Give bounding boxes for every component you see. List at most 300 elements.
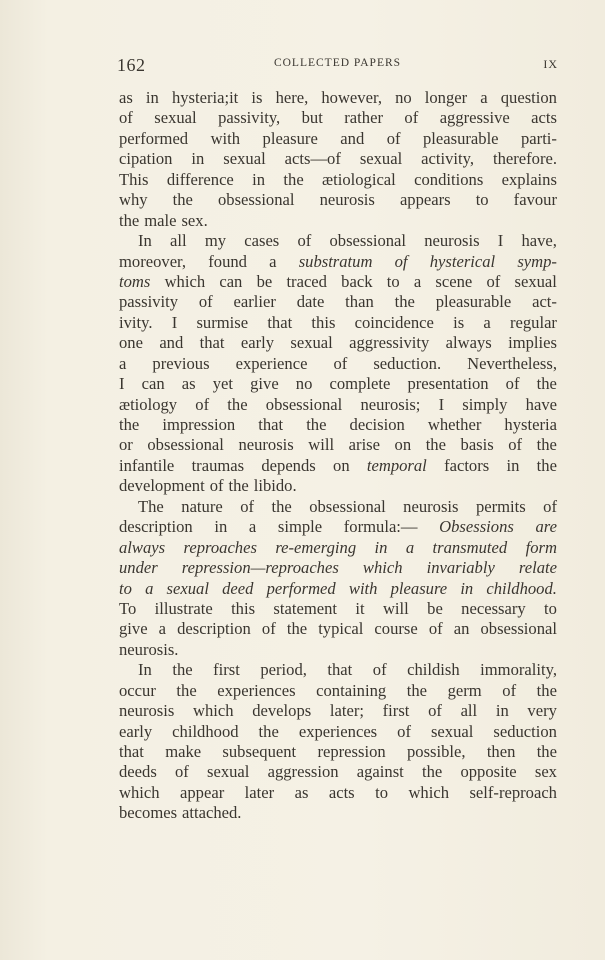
word: very <box>527 701 557 721</box>
word: a <box>480 88 488 107</box>
word: give <box>250 374 279 394</box>
word: infantile <box>119 455 175 475</box>
word: performed <box>119 128 189 148</box>
text-line <box>119 558 557 578</box>
line-words <box>119 476 557 496</box>
word: surmise <box>196 312 249 332</box>
word: the <box>421 762 443 782</box>
word: however, <box>321 88 382 107</box>
word: as <box>294 782 309 802</box>
word: sexual <box>430 721 474 741</box>
word: is <box>453 312 465 332</box>
word: In <box>138 231 152 251</box>
word: opposite <box>460 762 517 782</box>
word: explains <box>501 169 557 189</box>
line-words <box>119 333 557 353</box>
italic-word: substratum <box>298 251 373 271</box>
word: a <box>269 251 277 271</box>
line-words <box>119 640 557 660</box>
text-line <box>119 538 557 558</box>
word: scene <box>435 271 473 291</box>
line-words <box>119 435 557 455</box>
word: whether <box>427 415 482 434</box>
line-words <box>119 252 557 272</box>
italic-word: transmuted <box>432 537 508 557</box>
word: of <box>486 271 501 291</box>
word: activity, <box>421 149 475 169</box>
text-line <box>119 619 557 639</box>
word: the <box>172 190 193 210</box>
word: longer <box>424 88 468 107</box>
text-line <box>119 742 557 762</box>
word: on <box>333 455 350 475</box>
paragraph <box>119 497 557 661</box>
italic-word: to <box>119 578 132 598</box>
line-words <box>119 292 557 312</box>
paragraph <box>119 660 557 824</box>
word: sexual <box>290 333 333 353</box>
word: self-reproach <box>469 782 557 802</box>
text-line <box>119 415 557 435</box>
word: of <box>240 496 255 516</box>
italic-word: a <box>145 578 154 598</box>
text-line <box>119 579 557 599</box>
word: of <box>404 108 419 128</box>
italic-word: with <box>348 578 378 598</box>
word: moreover, <box>119 251 187 271</box>
word: earlier <box>233 292 276 312</box>
line-words <box>119 354 557 374</box>
word: no <box>295 374 313 394</box>
word: arise <box>348 435 380 455</box>
word: necessary <box>461 598 526 618</box>
word: nature <box>181 496 223 516</box>
line-words <box>119 579 557 599</box>
paragraph <box>119 231 557 497</box>
italic-word: childhood. <box>486 578 557 598</box>
word: this <box>231 598 256 618</box>
italic-word: of <box>394 251 408 271</box>
word: possible, <box>406 742 466 761</box>
word: of <box>508 435 523 455</box>
word: develops <box>252 701 312 721</box>
word: I <box>171 312 178 332</box>
word: obsessional <box>309 496 386 516</box>
word: deeds <box>119 762 157 782</box>
page-number: 162 <box>117 55 146 75</box>
word: first <box>213 660 240 680</box>
italic-word: toms <box>119 271 151 291</box>
word: therefore. <box>492 149 557 169</box>
italic-word: which <box>362 558 403 578</box>
line-words <box>119 681 557 701</box>
word: difference <box>166 169 234 189</box>
text-line <box>119 456 557 476</box>
word: neurosis. <box>119 639 179 659</box>
text-line <box>119 476 557 496</box>
word: rather <box>344 108 383 128</box>
word: can <box>219 271 243 291</box>
word: in <box>214 517 228 537</box>
word: sexual <box>223 149 266 169</box>
word: later; <box>329 701 364 721</box>
italic-word: repression—reproaches <box>181 558 339 578</box>
word: obsessional <box>217 190 295 210</box>
word: is <box>251 88 263 107</box>
italic-word: hysterical <box>429 251 496 271</box>
word: depends <box>261 455 316 475</box>
line-words <box>119 619 557 639</box>
word: give <box>119 619 148 639</box>
word: seduction. <box>373 353 442 373</box>
word: the <box>536 455 557 475</box>
word: in <box>145 88 159 107</box>
word: previous <box>152 353 210 373</box>
italic-word: always <box>119 537 166 557</box>
word: This <box>119 169 149 189</box>
word: of <box>209 476 224 496</box>
text-line <box>119 783 557 803</box>
word: course <box>374 619 418 639</box>
line-words <box>119 558 557 578</box>
text-line <box>119 129 557 149</box>
word: neurosis <box>119 701 175 721</box>
word: and <box>159 333 184 353</box>
word: appear <box>180 782 225 802</box>
word: that <box>258 415 284 434</box>
word: the <box>286 619 308 639</box>
word: regular <box>509 312 557 332</box>
word: make <box>165 742 202 761</box>
word: which <box>119 782 160 802</box>
word: act- <box>532 292 557 312</box>
word: neurosis <box>424 231 480 251</box>
word: illustrate <box>154 598 213 618</box>
word: as <box>181 374 196 394</box>
word: sexual <box>514 271 557 291</box>
word: to <box>386 271 400 291</box>
word: the <box>536 374 557 394</box>
word: sex. <box>181 210 208 230</box>
line-words <box>119 190 557 210</box>
line-words <box>119 803 557 823</box>
word: the <box>425 435 446 455</box>
word: of <box>397 721 411 741</box>
word: which <box>192 701 234 721</box>
word: to <box>544 598 557 618</box>
line-words <box>119 211 557 231</box>
word: have, <box>521 231 557 251</box>
line-words <box>119 395 557 415</box>
italic-word: form <box>525 537 557 557</box>
word: decision <box>349 415 405 434</box>
word: a <box>119 353 127 373</box>
word: passivity <box>119 292 179 312</box>
word: will <box>308 435 335 455</box>
line-words <box>119 88 557 108</box>
word: description <box>119 517 193 537</box>
word: conditions <box>414 169 484 189</box>
word: have <box>525 394 557 414</box>
word: early <box>240 333 275 353</box>
italic-word: a <box>405 537 415 557</box>
italic-word: pleasure <box>390 578 448 598</box>
word: can <box>141 374 165 394</box>
line-words <box>119 599 557 619</box>
word: of <box>195 394 210 414</box>
word: becomes <box>119 803 178 823</box>
paragraph <box>119 88 557 231</box>
word: aggressive <box>439 108 510 128</box>
word: of <box>386 128 401 148</box>
line-words <box>119 415 557 435</box>
word: formula:— <box>343 517 418 537</box>
word: as <box>119 88 133 107</box>
word: be <box>427 598 443 618</box>
word: libido. <box>253 476 297 496</box>
word: ivity. <box>119 312 153 332</box>
word: will <box>382 598 409 618</box>
word: complete <box>329 374 391 394</box>
word: sex <box>534 762 557 782</box>
text-line <box>119 88 557 108</box>
word: than <box>345 292 374 312</box>
text-line <box>119 190 557 210</box>
word: simply <box>462 394 508 414</box>
word: aggressivity <box>349 333 430 353</box>
word: the <box>258 721 279 741</box>
word: here, <box>275 88 309 107</box>
word: period, <box>260 660 307 680</box>
word: first <box>382 701 410 721</box>
word: of <box>198 292 213 312</box>
word: basis <box>460 435 494 455</box>
word: that <box>327 660 353 680</box>
italic-word: symp- <box>517 251 557 271</box>
word: permits <box>475 496 526 516</box>
word: no <box>395 88 412 107</box>
text-line <box>119 292 557 312</box>
word: in <box>191 149 205 169</box>
word: experiences <box>298 721 378 741</box>
italic-word: invariably <box>426 558 495 578</box>
word: traced <box>286 271 327 291</box>
word: I <box>497 231 504 251</box>
word: the <box>271 496 292 516</box>
word: an <box>453 619 470 639</box>
line-words <box>119 129 557 149</box>
word: cipation <box>119 149 173 169</box>
line-words <box>119 722 557 742</box>
word: In <box>138 660 152 680</box>
word: hysteria;it <box>171 88 239 107</box>
line-words <box>119 149 557 169</box>
word: childish <box>407 660 460 680</box>
word: childhood <box>172 721 239 741</box>
line-words <box>138 231 557 251</box>
word: typical <box>318 619 364 639</box>
line-words <box>119 108 557 128</box>
word: which <box>408 782 450 802</box>
italic-word: Obsessions <box>439 517 514 537</box>
word: neurosis; <box>360 394 421 414</box>
word: of <box>428 619 443 639</box>
word: but <box>301 108 323 128</box>
word: or <box>119 435 133 455</box>
word: To <box>119 598 137 618</box>
word: later <box>244 782 275 802</box>
italic-word: performed <box>266 578 336 598</box>
text-line <box>119 313 557 333</box>
word: ætiological <box>322 169 396 189</box>
word: the <box>283 169 304 189</box>
text-line <box>119 108 557 128</box>
word: the <box>119 210 140 230</box>
word: seduction <box>493 721 557 741</box>
word: statement <box>273 598 337 618</box>
word: male <box>144 210 177 230</box>
text-line <box>119 640 557 660</box>
word: with <box>210 128 241 148</box>
italic-word: temporal <box>366 455 427 475</box>
word: development <box>119 476 205 496</box>
word: acts <box>328 782 355 802</box>
word: neurosis <box>403 496 459 516</box>
word: it <box>355 598 365 618</box>
word: to <box>475 190 489 210</box>
word: subsequent <box>222 742 297 761</box>
word: I <box>119 374 125 394</box>
word: ætiology <box>119 394 178 414</box>
text-line <box>119 272 557 292</box>
line-words <box>138 660 557 680</box>
word: The <box>138 496 164 516</box>
text-line <box>119 252 557 272</box>
word: all <box>170 231 187 251</box>
word: aggression <box>267 762 339 782</box>
text-line <box>119 211 557 231</box>
word: occur <box>119 680 156 700</box>
body-text <box>119 88 557 824</box>
line-words <box>119 170 557 190</box>
word: of <box>333 353 348 373</box>
word: pleasure <box>262 128 318 148</box>
word: a <box>158 619 167 639</box>
text-line <box>119 333 557 353</box>
word: immorality, <box>480 660 557 680</box>
word: the <box>536 680 557 700</box>
word: that <box>199 333 225 353</box>
word: yet <box>212 374 233 394</box>
italic-word: re-emerging <box>275 537 357 557</box>
word: on <box>394 435 412 455</box>
word: of <box>505 374 520 394</box>
word: the <box>172 660 193 680</box>
running-head <box>117 55 558 77</box>
text-line <box>119 435 557 455</box>
word: and <box>340 128 365 148</box>
line-words <box>119 517 557 537</box>
word: germ <box>447 680 482 700</box>
word: traumas <box>191 455 245 475</box>
word: description <box>177 619 251 639</box>
line-words <box>119 742 557 762</box>
line-words <box>119 456 557 476</box>
word: always <box>445 333 492 353</box>
word: obsessional <box>147 435 224 455</box>
word: neurosis <box>319 190 375 210</box>
word: impression <box>162 415 236 434</box>
word: that <box>267 312 293 332</box>
line-words <box>138 497 557 517</box>
word: repression <box>317 742 386 761</box>
word: then <box>486 742 516 761</box>
word: in <box>252 169 266 189</box>
word: a <box>483 312 491 332</box>
text-line <box>119 660 557 680</box>
text-line <box>119 149 557 169</box>
word: the <box>228 476 249 496</box>
word: of <box>543 496 557 516</box>
word: of <box>297 231 312 251</box>
text-line <box>119 681 557 701</box>
italic-word: in <box>374 537 388 557</box>
word: coincidence <box>354 312 434 332</box>
line-words <box>119 783 557 803</box>
italic-word: are <box>535 517 557 537</box>
word: the <box>536 742 557 761</box>
word: containing <box>316 680 387 700</box>
word: the <box>176 680 197 700</box>
word: of <box>372 660 387 680</box>
word: implies <box>508 333 557 353</box>
word: why <box>119 190 148 210</box>
word: neurosis <box>238 435 294 455</box>
word: the <box>119 415 140 434</box>
word: experiences <box>217 680 296 700</box>
word: acts—of <box>284 149 341 169</box>
word: all <box>460 701 478 721</box>
text-line <box>119 231 557 251</box>
line-words <box>119 762 557 782</box>
word: to <box>375 782 389 802</box>
word: passivity, <box>218 108 281 128</box>
word: the <box>306 415 327 434</box>
text-line <box>119 701 557 721</box>
word: the <box>227 394 248 414</box>
word: one <box>119 333 143 353</box>
word: parti- <box>521 128 557 148</box>
word: sexual <box>359 149 403 169</box>
italic-word: sexual <box>166 578 209 598</box>
word: found <box>208 251 247 271</box>
word: a <box>248 517 257 537</box>
text-line <box>119 354 557 374</box>
word: acts <box>531 108 557 128</box>
word: question <box>500 88 557 107</box>
word: a <box>413 271 422 291</box>
text-line <box>119 599 557 619</box>
word: hysteria <box>504 415 557 434</box>
word: sexual <box>154 108 197 128</box>
text-line <box>119 170 557 190</box>
word: be <box>256 271 273 291</box>
word: against <box>356 762 404 782</box>
text-line <box>119 762 557 782</box>
word: this <box>311 312 336 332</box>
word: pleasurable <box>435 292 512 312</box>
italic-word: deed <box>222 578 254 598</box>
